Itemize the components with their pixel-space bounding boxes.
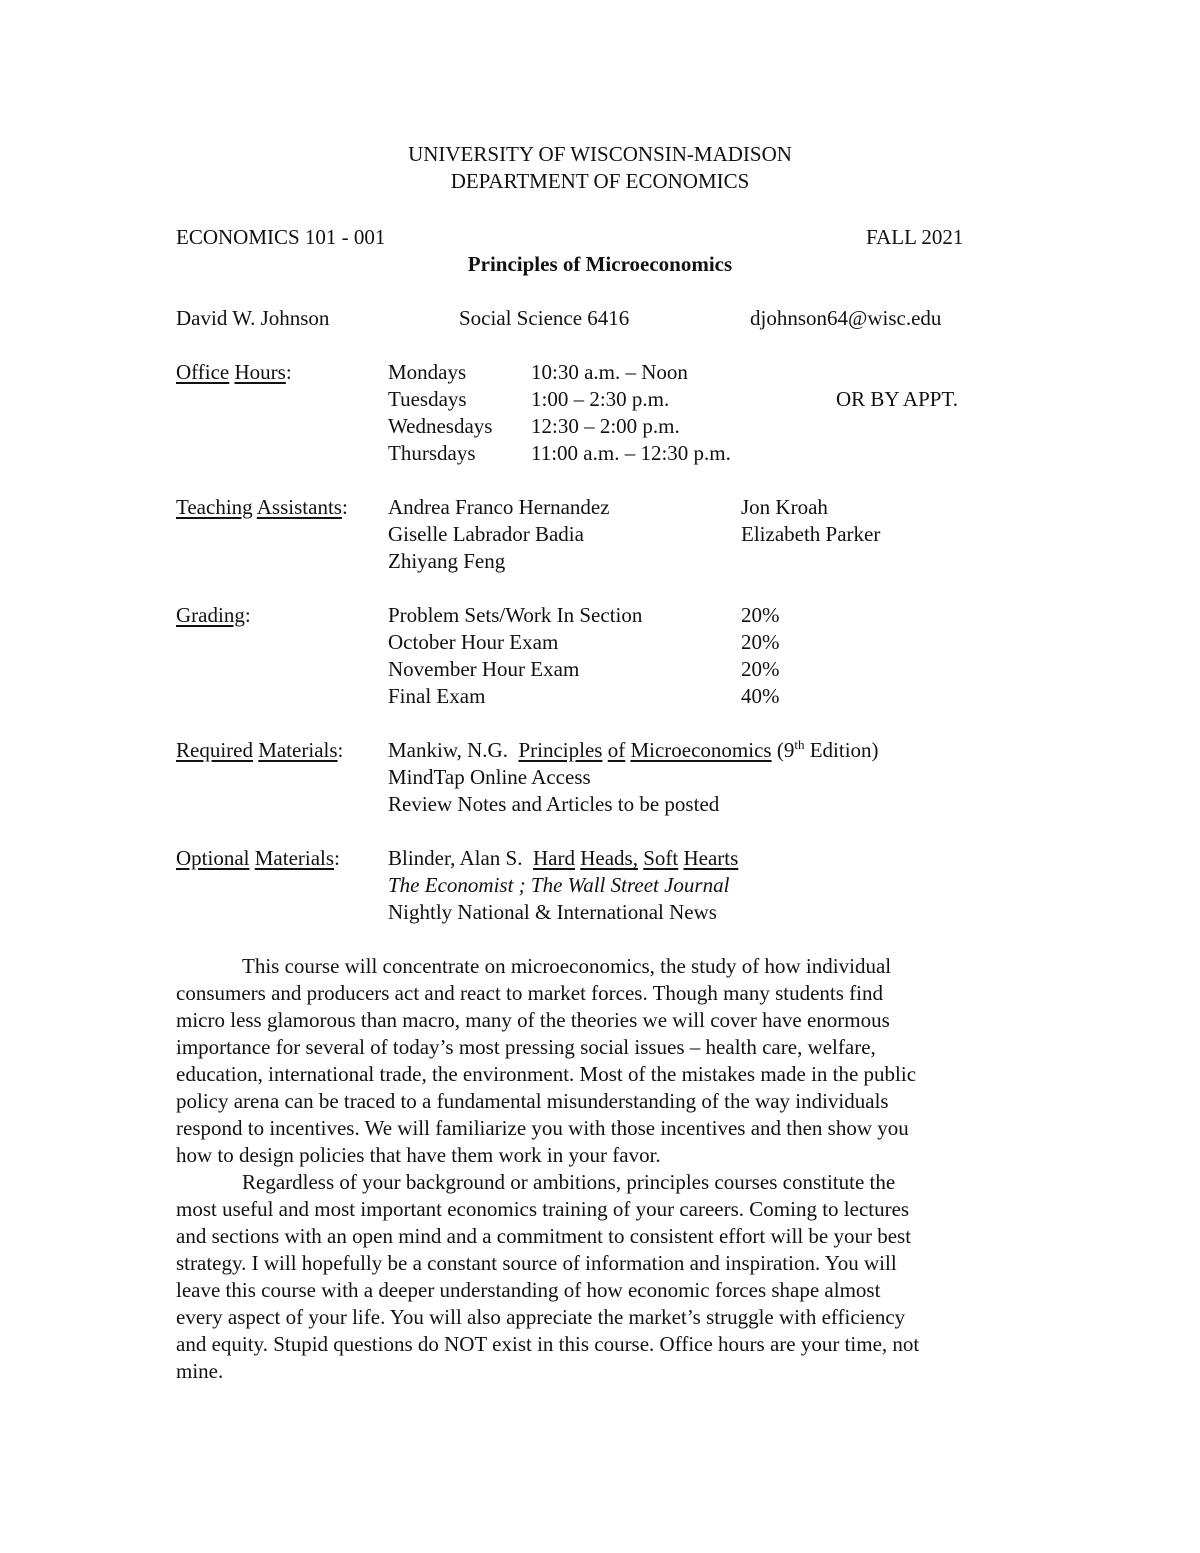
teaching-assistant-name: Giselle Labrador Badia — [388, 522, 584, 546]
teaching-assistant-name: Zhiyang Feng — [388, 549, 506, 573]
optional-materials-label: Optional Materials: — [176, 846, 340, 870]
office-hours-time: 10:30 a.m. – Noon — [531, 360, 688, 384]
office-hours-label: Office Hours: — [176, 360, 292, 384]
grading-weight: 20% — [741, 630, 780, 654]
department-name: DEPARTMENT OF ECONOMICS — [450, 169, 750, 193]
course-description — [176, 953, 1026, 1385]
office-hours-appointment-note: OR BY APPT. — [836, 387, 958, 411]
grading-item: Final Exam — [388, 684, 486, 708]
description-paragraph: This course will concentrate on microeconomics, the study of how individual consumers and producers act and react to market forces. Though many students find micro less glamorous than macro, many of the theories we will cover have enormous importance for several of today’s most pressing social issues – health care, welfare, education, international trade, the environment. Most of the mistakes made in the public policy arena can be traced to a fundamental misunderstanding of the way individuals respond to incentives. We will familiarize you with those incentives and then show you how to design policies that have them work in your favor. — [176, 954, 917, 1167]
course-code: ECONOMICS 101 - 001 — [176, 225, 386, 249]
grading-weight: 20% — [741, 657, 780, 681]
required-materials-label: Required Materials: — [176, 738, 344, 762]
grading-item: Problem Sets/Work In Section — [388, 603, 643, 627]
office-hours-day: Tuesdays — [388, 387, 467, 411]
teaching-assistant-name: Andrea Franco Hernandez — [388, 495, 610, 519]
course-title: Principles of Microeconomics — [467, 252, 733, 276]
office-hours-time: 1:00 – 2:30 p.m. — [531, 387, 670, 411]
required-textbook: Mankiw, N.G. Principles of Microeconomics (9th Edition) — [388, 737, 879, 762]
office-hours-day: Thursdays — [388, 441, 476, 465]
grading-item: November Hour Exam — [388, 657, 580, 681]
university-name: UNIVERSITY OF WISCONSIN-MADISON — [408, 142, 792, 166]
office-hours-time: 11:00 a.m. – 12:30 p.m. — [531, 441, 731, 465]
grading-label: Grading: — [176, 603, 251, 627]
teaching-assistant-name: Jon Kroah — [741, 495, 828, 519]
teaching-assistants-label: Teaching Assistants: — [176, 495, 348, 519]
grading-item: October Hour Exam — [388, 630, 559, 654]
instructor-email: djohnson64@wisc.edu — [750, 306, 942, 330]
optional-book: Blinder, Alan S. Hard Heads, Soft Hearts — [388, 846, 739, 870]
optional-material-item: Nightly National & International News — [388, 900, 717, 924]
office-hours-day: Wednesdays — [388, 414, 493, 438]
optional-publications: The Economist ; The Wall Street Journal — [388, 873, 730, 897]
grading-weight: 20% — [741, 603, 780, 627]
teaching-assistant-name: Elizabeth Parker — [741, 522, 881, 546]
required-material-item: MindTap Online Access — [388, 765, 591, 789]
office-hours-time: 12:30 – 2:00 p.m. — [531, 414, 680, 438]
course-term: FALL 2021 — [866, 225, 964, 249]
instructor-office: Social Science 6416 — [459, 306, 630, 330]
required-material-item: Review Notes and Articles to be posted — [388, 792, 720, 816]
grading-weight: 40% — [741, 684, 780, 708]
instructor-name: David W. Johnson — [176, 306, 330, 330]
office-hours-day: Mondays — [388, 360, 467, 384]
description-paragraph: Regardless of your background or ambitions, principles courses constitute the most useful and most important economics training of your careers. Coming to lectures and sections with an open mind and a commitment to consistent effort will be your best strategy. I will hopefully be a constant source of information and inspiration. You will leave this course with a deeper understanding of how economic forces shape almost every aspect of your life. You will also appreciate the market’s struggle with efficiency and equity. Stupid questions do NOT exist in this course. Office hours are your time, not mine. — [176, 1170, 920, 1383]
